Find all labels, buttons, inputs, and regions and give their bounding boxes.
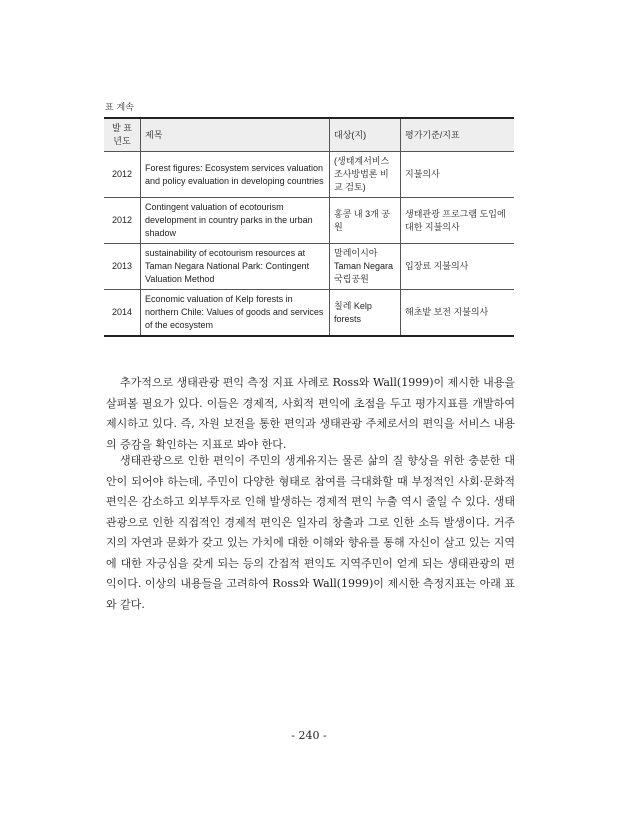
cell-target: 말레이시아 Taman Negara 국립공원 xyxy=(330,244,401,290)
cell-title: Economic valuation of Kelp forests in northern Chile: Values of goods and services of the ecosystem xyxy=(141,290,330,337)
cell-target: 홍콩 내 3개 공원 xyxy=(330,198,401,244)
cell-criteria: 지불의사 xyxy=(401,152,515,198)
cell-title: sustainability of ecotourism resources at Taman Negara National Park: Contingent Valuation Method xyxy=(141,244,330,290)
header-year: 발 표 년도 xyxy=(104,118,141,152)
header-title: 제목 xyxy=(141,118,330,152)
table-caption: 표 계속 xyxy=(105,103,134,113)
table-row xyxy=(104,198,514,244)
table-header-row xyxy=(104,118,514,152)
cell-title: Contingent valuation of ecotourism development in country parks in the urban shadow xyxy=(141,198,330,244)
cell-criteria: 생태관광 프로그램 도입에 대한 지불의사 xyxy=(401,198,515,244)
table-row xyxy=(104,244,514,290)
cell-year: 2014 xyxy=(104,290,141,337)
cell-year: 2012 xyxy=(104,152,141,198)
table-row xyxy=(104,152,514,198)
header-criteria: 평가기준/지표 xyxy=(401,118,515,152)
body-paragraph-2: 생태관광으로 인한 편익이 주민의 생계유지는 물론 삶의 질 향상을 위한 충분한 대안이 되어야 하는데, 주민이 다양한 형태로 참여를 극대화할 때 부정적인 사회·문화적 편익은 감소하고 외부투자로 인해 발생하는 경제적 편익 누출 역시 줄일 수 있다. 생태관광으로 인한 직접적인 경제적 편익은 일자리 창출과 그로 인한 소득 발생이다. 거주지의 자연과 문화가 갖고 있는 가치에 대한 이해와 향유를 통해 자신이 살고 있는 지역에 대한 자긍심을 갖게 되는 등의 간접적 편익도 지역주민이 얻게 되는 생태관광의 편익이다. 이상의 내용들을 고려하여 Ross와 Wall(1999)이 제시한 측정지표는 아래 표와 같다. xyxy=(106,454,515,611)
body-paragraph-1: 추가적으로 생태관광 편익 측정 지표 사례로 Ross와 Wall(1999)이 제시한 내용을 살펴볼 필요가 있다. 이들은 경제적, 사회적 편익에 초점을 두고 평가지표를 개발하여 제시하고 있다. 즉, 자원 보전을 통한 편익과 생태관광 주체로서의 편익을 서비스 내용의 증감을 확인하는 지표로 봐야 한다. xyxy=(106,376,515,451)
page-number: - 240 - xyxy=(291,729,327,742)
cell-criteria: 해초밭 보전 지불의사 xyxy=(401,290,515,337)
cell-criteria: 입장료 지불의사 xyxy=(401,244,515,290)
cell-year: 2012 xyxy=(104,198,141,244)
header-target: 대상(지) xyxy=(330,118,401,152)
cell-year: 2013 xyxy=(104,244,141,290)
cell-title: Forest figures: Ecosystem services valuation and policy evaluation in developing countries xyxy=(141,152,330,198)
cell-target: 칠레 Kelp forests xyxy=(330,290,401,337)
cell-target: (생태계서비스 조사방법론 비교 검토) xyxy=(330,152,401,198)
table-row xyxy=(104,290,514,337)
study-table xyxy=(104,117,514,337)
